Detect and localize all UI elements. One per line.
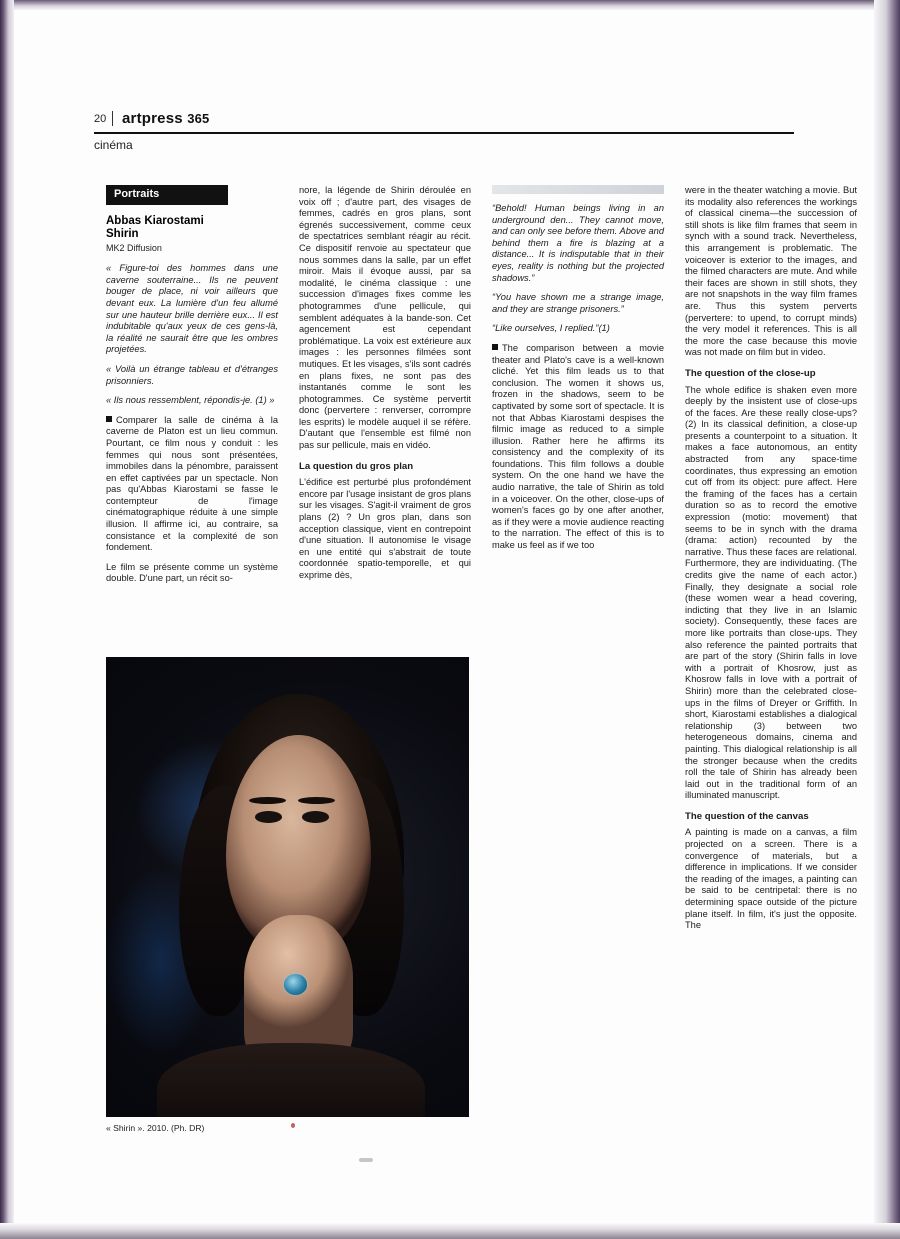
- article-title: Shirin: [106, 227, 139, 240]
- article-author: Abbas Kiarostami: [106, 214, 204, 227]
- scan-edge-bottom: [0, 1223, 900, 1239]
- portraits-section-label: Portraits: [106, 185, 228, 205]
- body-paragraph-en-4: A painting is made on a canvas, a film projected on a screen. There is a convergence of materials, but a difference in implications. If we consider the reading of the images, a painting can be said to be centripetal: there is no determining space outside of the picture plane itself. In film, it's just the opposite. The: [685, 827, 857, 931]
- body-paragraph-en-1: The comparison between a movie theater and Plato's cave is a well-known cliché. Yet this film leads us to that conclusion. The women it shows us, frozen in the shadows, seem to be captivated by some sort of spectacle. It is not that Abbas Kiarostami despises the filmic image as reduced to a simple illusion. Rather here he affirms its consistency and the complexity of its foundations. This film follows a double system. On the one hand we have the audio narrative, the tale of Shirin as told in a voiceover. On the other, close-ups of women's faces go by one after another, as if they were a movie audience reacting to the narration. The effect of this is to make us feel as if we too: [492, 342, 664, 551]
- scan-edge-left: [0, 0, 14, 1239]
- subheading-en-canvas: The question of the canvas: [685, 810, 809, 822]
- magazine-page: [14, 10, 874, 1223]
- epigraph-quote-2: « Voilà un étrange tableau et d'étranges prisonniers.: [106, 363, 278, 386]
- bullet-square-icon: [106, 416, 112, 422]
- scan-speck-red: [291, 1123, 295, 1128]
- issue-number: 365: [187, 111, 210, 126]
- bullet-square-icon: [492, 344, 498, 350]
- column-two: [299, 185, 471, 590]
- epigraph-quote-3: « Ils nous ressemblent, répondis-je. (1) »: [106, 395, 275, 406]
- scan-edge-top: [0, 0, 900, 10]
- column-top-rule: [492, 185, 664, 194]
- body-paragraph-en-2: were in the theater watching a movie. But its modality also references the workings of classical cinema—the succession of still shots is like film frames that seem in synch with a sound track. Nevertheless, this arrangement is problematic. The voiceover is exterior to the images, and the filmed characters are mute. And while their faces are shown in still shots, they are not snapshots in the way film frames are. Thus this system perverts (pervertere: to upend, to corrupt minds) the very model it references. This is all the more the case because this movie was not made on film but in video.: [685, 185, 857, 358]
- column-one: [106, 185, 278, 593]
- column-three: [492, 185, 664, 560]
- page-folio: 20: [94, 113, 107, 125]
- body-paragraph-fr-4: L'édifice est perturbé plus profondément encore par l'usage insistant de gros plans sur les visages. S'agit-il vraiment de gros plans (2) ? Un gros plan, dans son acception classique, vient en contrepoint d'une situation. Il autonomise le visage en une entité qui s'abstrait de toute coordonnée spatio-temporelle, et qui exprime dès,: [299, 477, 471, 580]
- body-paragraph-fr-3: nore, la légende de Shirin déroulée en voix off ; d'autre part, des visages de femmes, cadrés en gros plans, sont égrenés successivement, comme ceux de spectatrices semblant réagir au récit. Ce dispositif renvoie au spectateur que nous sommes dans la salle, par un effet miroir. Mais il évoque aussi, par sa modalité, le cinéma classique : une succession d'images fixes comme les photogrammes d'une pellicule, qui semblent adéquates à la bande-son. Cet agencement est cependant problématique. La voix est extérieure aux images : les personnes filmées sont mutiques. Et les visages, s'ils sont cadrés en plans fixes, ne sont pas des instantanés comme le sont les photogrammes. Ce système pervertit donc (pervertere : renverser, corrompre les esprits) le modèle auquel il se réfère. D'autant que l'ensemble est filmé non pas sur pellicule, mais en vidéo.: [299, 185, 471, 451]
- body-paragraph-fr-1: Comparer la salle de cinéma à la caverne de Platon est un lieu commun. Pourtant, ce film nous y conduit : les femmes qui nous sont présentées, immobiles dans la pénombre, paraissent en effet captivées par un spectacle. Non pas qu'Abbas Kiarostami se fasse le contempteur de l'image cinématographique réduite à une simple illusion. Il affirme ici, au contraire, sa consistance et la complexité de son fondement.: [106, 414, 278, 553]
- masthead-title: [122, 110, 209, 127]
- masthead-divider: [112, 111, 113, 126]
- scan-edge-right: [874, 0, 900, 1239]
- epigraph-quote-1: « Figure-toi des hommes dans une caverne souterraine... Ils ne peuvent bouger de place, ni voir ailleurs que devant eux. La lumière d'un feu allumé sur une hauteur brille derrière eux... Il est indubitable qu'aux yeux de ces gens-là, la réalité ne saurait être que les ombres projetées.: [106, 263, 278, 355]
- body-paragraph-en-3: The whole edifice is shaken even more deeply by the insistent use of close-ups of the faces. Are these really close-ups?(2) In its classical definition, a close-up presents a counterpoint to a situation. It makes a face autonomous, an entity abstracted from any space-time coordinates, thus expressing an emotion cut off from its object: pure affect. Here the framing of the faces has a certain duration so as to record the emotive expression (motio: movement) that seems to be in synch with the drama (drama: action) recounted by the narrative. Thus these faces are relational. Furthermore, they are individuating. (The credits give the name of each actor.) Finally, they designate a social role (these women wear a head covering, indicting that they live in an Islamic society). Consequently, these faces are more like portraits than close-ups. They also reference the painted portraits that are part of the story (Shirin falls in love with a portrait of Khosrow, just as Khosrow falls in love with a portrait of Shirin) more than the celebrated close-ups in the films of Dreyer or Griffith. In short, Kiarostami establishes a dialogical relationship (3) between two heterogeneous domains, cinema and painting. This dialogical relationship is all the stronger because when the credits roll the tale of Shirin has already been laid out in the traditional form of an illuminated manuscript.: [685, 384, 857, 801]
- subheading-fr-closeup: La question du gros plan: [299, 460, 414, 472]
- body-paragraph-fr-2: Le film se présente comme un système double. D'une part, un récit so-: [106, 561, 278, 584]
- subject-eye-left: [255, 811, 282, 823]
- epigraph-en-1: “Behold! Human beings living in an underground den... They cannot move, and can only see before them. Above and behind them a fire is blazing at a distance... It is indisputable that in their eyes, reality is nothing but the projected shadows.”: [492, 203, 664, 283]
- subject-shoulders: [157, 1043, 426, 1117]
- photo-caption: « Shirin ». 2010. (Ph. DR): [106, 1123, 205, 1133]
- subheading-en-closeup: The question of the close-up: [685, 367, 816, 379]
- magazine-name: artpress: [122, 110, 183, 127]
- epigraph-en-3: “Like ourselves, I replied.”(1): [492, 323, 610, 334]
- scan-speck-grey: [359, 1158, 373, 1162]
- column-four: [685, 185, 857, 940]
- epigraph-en-2: “You have shown me a strange image, and they are strange prisoners.”: [492, 292, 664, 314]
- distributor-label: MK2 Diffusion: [106, 242, 162, 253]
- section-rubric: cinéma: [94, 138, 133, 152]
- article-photo: [106, 657, 469, 1117]
